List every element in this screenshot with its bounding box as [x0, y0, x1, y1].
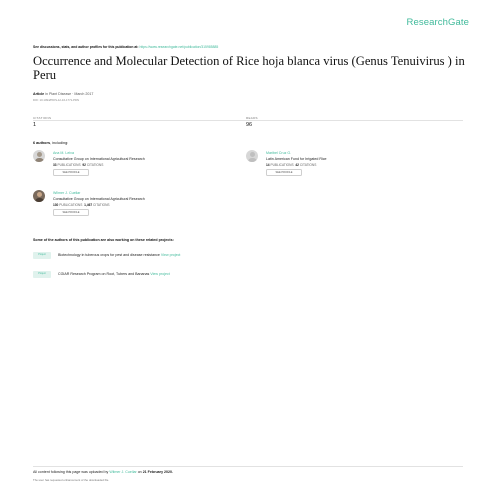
article-journal-date: in Plant Disease · March 2017 — [45, 92, 94, 96]
see-line-prefix: See discussions, stats, and author profiles for this publication at: — [33, 45, 139, 49]
citations-count: 42 — [295, 163, 299, 167]
see-discussions-line — [33, 45, 218, 49]
authors-count: 6 authors — [33, 141, 51, 145]
authors-heading — [33, 141, 68, 145]
project-item-1 — [33, 251, 333, 261]
publications-count: 33 — [53, 163, 57, 167]
author-institution: Consultative Group on International Agricultural Research — [53, 197, 145, 201]
view-project-link[interactable]: View project — [160, 252, 181, 257]
researchgate-logo[interactable]: ResearchGate — [406, 17, 469, 28]
authors-suffix: , including: — [50, 141, 69, 145]
footer-upload-line — [33, 470, 173, 474]
author-counts — [266, 163, 316, 167]
author-counts — [53, 203, 110, 207]
avatar[interactable] — [33, 190, 45, 202]
citations-value: 1 — [33, 122, 37, 128]
see-profile-button[interactable]: SEE PROFILE — [266, 169, 302, 176]
project-item-2 — [33, 270, 333, 280]
author-counts — [53, 163, 103, 167]
project-text — [58, 272, 170, 276]
author-card-2 — [246, 150, 446, 180]
project-title: Biotechnology in tuberous crops for pest and disease resistance — [58, 252, 160, 257]
stats-divider — [33, 120, 463, 121]
project-badge: Project — [33, 271, 51, 278]
publications-count: 14 — [266, 163, 270, 167]
doi-text: DOI: 10.1094/PDIS-12-16-1771-PDN — [33, 98, 80, 102]
upload-on: on — [137, 470, 142, 474]
citations-count-label: CITATIONS — [86, 163, 104, 167]
citations-count-label: CITATIONS — [299, 163, 317, 167]
citations-count: 92 — [82, 163, 86, 167]
project-badge: Project — [33, 252, 51, 259]
publications-label: PUBLICATIONS — [57, 163, 81, 167]
reads-value: 96 — [246, 122, 253, 128]
see-profile-button[interactable]: SEE PROFILE — [53, 169, 89, 176]
author-institution: Latin American Fund for Irrigated Rice — [266, 157, 327, 161]
related-projects-heading: Some of the authors of this publication are also working on these related projects: — [33, 238, 174, 242]
author-institution: Consultative Group on International Agricultural Research — [53, 157, 145, 161]
see-profile-button[interactable]: SEE PROFILE — [53, 209, 89, 216]
publications-count: 130 — [53, 203, 59, 207]
project-title: CGIAR Research Program on Root, Tubers and Bananas — [58, 271, 150, 276]
footer-divider — [33, 466, 463, 467]
author-name-link[interactable]: Maribel Cruz G. — [266, 151, 292, 155]
publication-url-link[interactable]: https://www.researchgate.net/publication/315985885 — [139, 45, 219, 49]
citations-count-label: CITATIONS — [93, 203, 110, 207]
publications-label: PUBLICATIONS — [59, 203, 83, 207]
citations-label: CITATIONS — [33, 116, 52, 120]
project-text — [58, 253, 180, 257]
publication-title: Occurrence and Molecular Detection of Rice hoja blanca virus (Genus Tenuivirus ) in Peru — [33, 54, 465, 82]
author-name-link[interactable]: Ana M. Leiva — [53, 151, 74, 155]
author-card-1 — [33, 150, 233, 180]
view-project-link[interactable]: View project — [150, 271, 170, 276]
avatar[interactable] — [33, 150, 45, 162]
author-name-link[interactable]: Wilmer J. Cuellar — [53, 191, 81, 195]
reads-label: READS — [246, 116, 258, 120]
article-meta — [33, 92, 93, 96]
publications-label: PUBLICATIONS — [270, 163, 294, 167]
uploader-link[interactable]: Wilmer J. Cuellar — [109, 470, 137, 474]
upload-prefix: All content following this page was uploaded by — [33, 470, 109, 474]
author-card-3 — [33, 190, 233, 220]
avatar[interactable] — [246, 150, 258, 162]
article-type: Article — [33, 92, 45, 96]
citations-count: 1,467 — [84, 203, 93, 207]
footer-note: The user has requested enhancement of the downloaded file. — [33, 478, 110, 482]
upload-date: 21 February 2020. — [142, 470, 174, 474]
